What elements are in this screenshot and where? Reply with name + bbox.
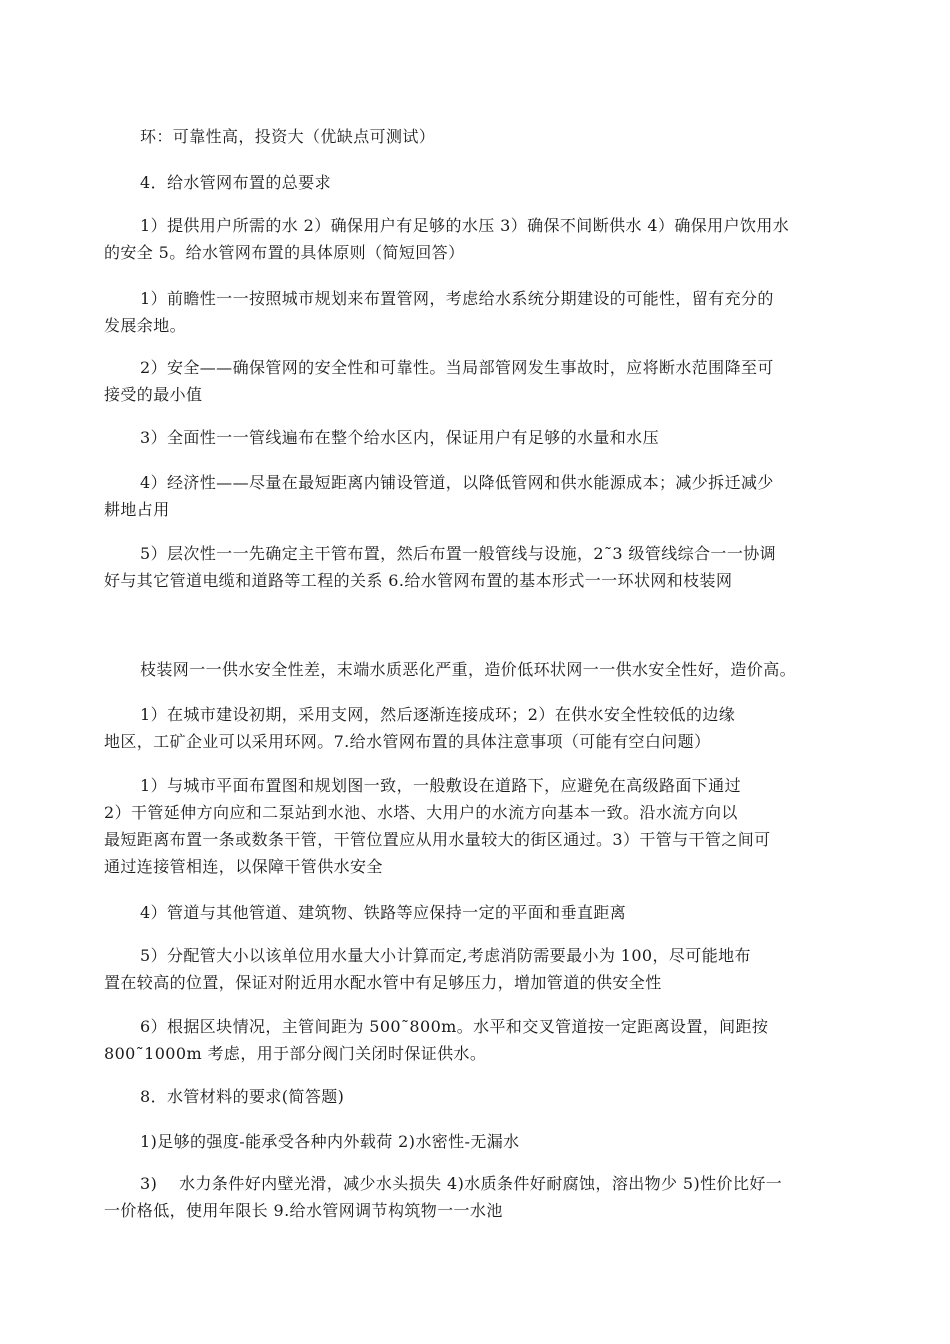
paragraph-line: 1）提供用户所需的水 2）确保用户有足够的水压 3）确保不间断供水 4）确保用户饮用水: [140, 216, 790, 235]
paragraph-line: 一价格低，使用年限长 9.给水管网调节构筑物一一水池: [104, 1201, 503, 1220]
paragraph-line: 耕地占用: [104, 500, 170, 519]
paragraph-line: 1）在城市建设初期，采用支网，然后逐渐连接成环；2）在供水安全性较低的边缘: [140, 705, 736, 724]
paragraph-2: [104, 169, 844, 196]
paragraph-13: [104, 942, 844, 996]
paragraph-8: [104, 540, 844, 594]
paragraph-line: 3) 水力条件好内壁光滑，减少水头损失 4)水质条件好耐腐蚀，溶出物少 5)性价比好一: [140, 1174, 783, 1193]
paragraph-3: [104, 212, 844, 266]
paragraph-9: [104, 656, 844, 683]
paragraph-4: [104, 285, 844, 339]
paragraph-line: 5）分配管大小以该单位用水量大小计算而定,考虑消防需要最小为 100，尽可能地布: [140, 946, 751, 965]
paragraph-line: 发展余地。: [104, 316, 187, 335]
paragraph-line: 800˜1000m 考虑，用于部分阀门关闭时保证供水。: [104, 1044, 487, 1063]
paragraph-line: 接受的最小值: [104, 385, 203, 404]
paragraph-1: [104, 123, 844, 150]
paragraph-14: [104, 1013, 844, 1067]
paragraph-line: 枝装网一一供水安全性差，末端水质恶化严重，造价低环状网一一供水安全性好，造价高。: [140, 660, 797, 679]
paragraph-line: 通过连接管相连，以保障干管供水安全: [104, 857, 383, 876]
paragraph-line: 5）层次性一一先确定主干管布置，然后布置一般管线与设施，2˜3 级管线综合一一协调: [140, 544, 777, 563]
paragraph-line: 3）全面性一一管线遍布在整个给水区内，保证用户有足够的水量和水压: [140, 428, 659, 447]
paragraph-line: 2）干管延伸方向应和二泵站到水池、水塔、大用户的水流方向基本一致。沿水流方向以: [104, 803, 738, 822]
paragraph-11: [104, 772, 844, 880]
paragraph-line: 好与其它管道电缆和道路等工程的关系 6.给水管网布置的基本形式一一环状网和枝装网: [104, 571, 733, 590]
paragraph-line: 地区，工矿企业可以采用环网。7.给水管网布置的具体注意事项（可能有空白问题）: [104, 732, 711, 751]
paragraph-line: 置在较高的位置，保证对附近用水配水管中有足够压力，增加管道的供安全性: [104, 973, 662, 992]
paragraph-17: [104, 1170, 844, 1224]
paragraph-line: 环：可靠性高，投资大（优缺点可测试）: [140, 127, 436, 146]
paragraph-line: 1)足够的强度-能承受各种内外载荷 2)水密性-无漏水: [140, 1132, 520, 1151]
paragraph-line: 的安全 5。给水管网布置的具体原则（简短回答）: [104, 243, 465, 262]
paragraph-line: 4）经济性——尽量在最短距离内铺设管道，以降低管网和供水能源成本；减少拆迁减少: [140, 473, 774, 492]
paragraph-5: [104, 354, 844, 408]
paragraph-line: 4）管道与其他管道、建筑物、铁路等应保持一定的平面和垂直距离: [140, 903, 627, 922]
paragraph-line: 最短距离布置一条或数条干管，干管位置应从用水量较大的街区通过。3）干管与干管之间可: [104, 830, 771, 849]
paragraph-7: [104, 469, 844, 523]
paragraph-15: [104, 1083, 844, 1110]
paragraph-12: [104, 899, 844, 926]
paragraph-line: 1）前瞻性一一按照城市规划来布置管网，考虑给水系统分期建设的可能性，留有充分的: [140, 289, 774, 308]
paragraph-16: [104, 1128, 844, 1155]
paragraph-line: 4．给水管网布置的总要求: [140, 173, 331, 192]
paragraph-10: [104, 701, 844, 755]
paragraph-6: [104, 424, 844, 451]
paragraph-line: 1）与城市平面布置图和规划图一致，一般敷设在道路下，应避免在高级路面下通过: [140, 776, 741, 795]
paragraph-line: 8．水管材料的要求(简答题): [140, 1087, 345, 1106]
paragraph-line: 6）根据区块情况，主管间距为 500˜800m。水平和交叉管道按一定距离设置，间距按: [140, 1017, 769, 1036]
paragraph-line: 2）安全——确保管网的安全性和可靠性。当局部管网发生事故时，应将断水范围降至可: [140, 358, 774, 377]
